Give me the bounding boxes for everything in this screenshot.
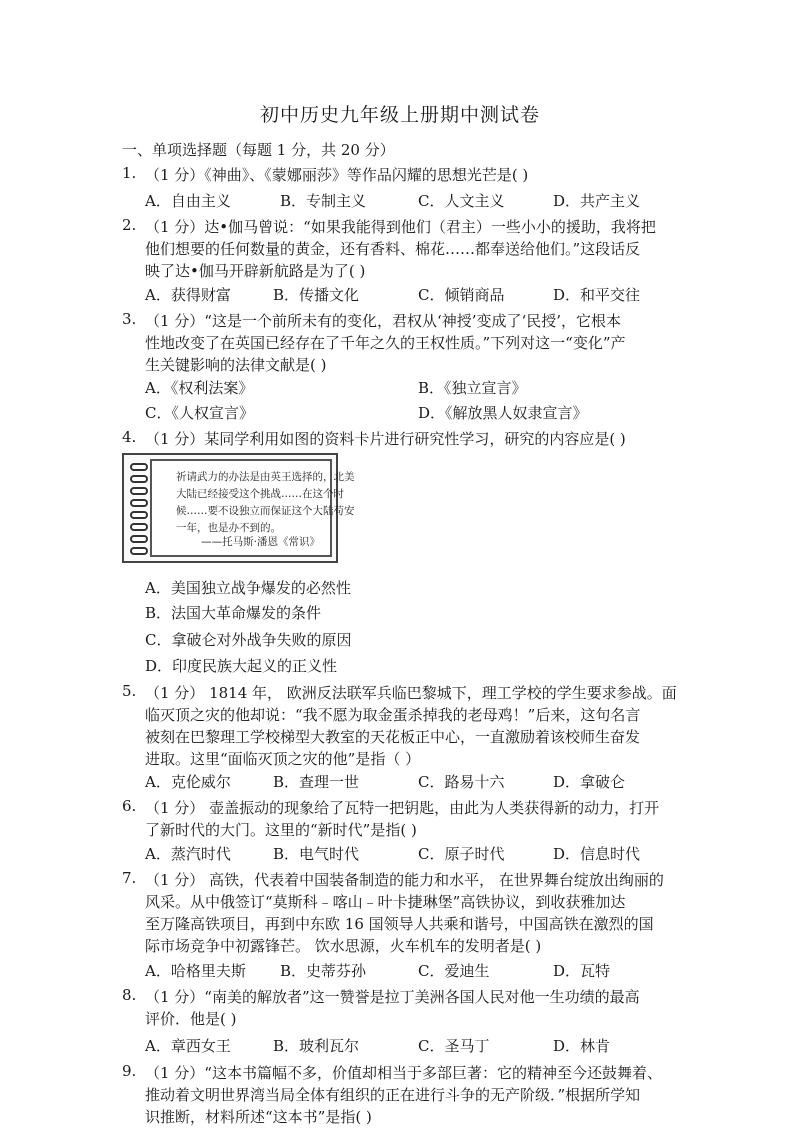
question-text: （1 分）某同学利用如图的资料卡片进行研究性学习，研究的内容应是( )	[145, 430, 626, 448]
question-text: 际市场竞争中初露锋芒。 饮水思源，火车机车的发明者是( )	[145, 937, 542, 955]
question-number: 5.	[122, 682, 137, 700]
option-b[interactable]: B．玻利瓦尔	[273, 1037, 360, 1055]
card-source: ——托马斯·潘恩《常识》	[201, 536, 320, 548]
option-d[interactable]: D．和平交往	[553, 286, 641, 304]
card-quote: 祈请武力的办法是由英王选择的，北美大陆已经接受这个挑战……在这个时候……要不设独立而保证这个大陆苟安一年，也是办不到的。	[176, 471, 355, 534]
question-text: 他们想要的任何数量的黄金，还有香料、棉花……都奉送给他们。”这段话反	[145, 240, 641, 258]
option-b[interactable]: B．查理一世	[273, 773, 360, 791]
question-text: 推动着文明世界湾当局全体有组织的正在进行斗争的无产阶级．”根据所学知	[145, 1086, 641, 1104]
option-b[interactable]: B．电气时代	[273, 845, 360, 863]
section-heading: 一、单项选择题（每题 1 分，共 20 分）	[122, 141, 395, 159]
question-number: 1.	[122, 164, 137, 182]
option-d[interactable]: D．林肯	[553, 1037, 611, 1055]
binder-ring	[130, 475, 148, 483]
question-text: （1 分）“南美的解放者”这一赞誉是拉丁美洲各国人民对他一生功绩的最高	[145, 988, 640, 1006]
question-text: 评价．他是( )	[145, 1010, 237, 1028]
option-c[interactable]: C．圣马丁	[418, 1037, 490, 1055]
question-text: 被刻在巴黎理工学校梯型大教室的天花板正中心，一直激励着该校师生奋发	[145, 728, 641, 746]
question-text: 进取。这里“面临灭顶之灾的他”是指（ ）	[145, 750, 421, 768]
card-paper	[150, 459, 355, 557]
question-number: 8.	[122, 986, 137, 1004]
option-a[interactable]: A．章西女王	[145, 1037, 231, 1055]
question-text: 性地改变了在英国已经存在了千年之久的王权性质。”下列对这一“变化”产	[145, 334, 626, 352]
question-number: 7.	[122, 869, 137, 887]
question-text: 临灭顶之灾的他却说：“我不愿为取金蛋杀掉我的老母鸡！”后来，这句名言	[145, 706, 641, 724]
question-text: 识推断，材料所述“这本书”是指( )	[145, 1108, 372, 1126]
option-a[interactable]: A．自由主义	[145, 192, 231, 210]
question-number: 6.	[122, 797, 137, 815]
question-text: 映了达•伽马开辟新航路是为了( )	[145, 262, 366, 280]
option-c[interactable]: C．拿破仑对外战争失败的原因	[145, 631, 352, 649]
question-text: （1 分） 壶盖振动的现象给了瓦特一把钥匙，由此为人类获得新的动力，打开	[145, 799, 660, 817]
option-b[interactable]: B．法国大革命爆发的条件	[145, 604, 322, 622]
binder-ring	[130, 535, 148, 543]
option-d[interactable]: D．印度民族大起义的正义性	[145, 657, 338, 675]
option-d[interactable]: D．《解放黑人奴隶宣言》	[418, 404, 588, 422]
option-a[interactable]: A．哈格里夫斯	[145, 962, 246, 980]
binder-ring	[130, 547, 148, 555]
question-number: 3.	[122, 310, 137, 328]
question-number: 2.	[122, 216, 137, 234]
question-number: 9.	[122, 1062, 137, 1080]
source-card	[122, 453, 355, 563]
exam-title: 初中历史九年级上册期中测试卷	[259, 104, 540, 126]
option-c[interactable]: C．原子时代	[418, 845, 505, 863]
binder-ring	[130, 463, 148, 471]
option-a[interactable]: A．蒸汽时代	[145, 845, 231, 863]
binder-ring	[130, 499, 148, 507]
option-b[interactable]: B．《独立宣言》	[418, 379, 527, 397]
option-c[interactable]: C．人文主义	[418, 192, 505, 210]
question-text: 风采。从中俄签订“莫斯科﹣喀山﹣叶卡捷琳堡”高铁协议，到收获雅加达	[145, 893, 626, 911]
question-text: （1 分）《神曲》、《蒙娜丽莎》等作品闪耀的思想光芒是( )	[145, 166, 529, 184]
option-a[interactable]: A．克伦威尔	[145, 773, 231, 791]
question-text: （1 分） 高铁，代表着中国装备制造的能力和水平， 在世界舞台绽放出绚丽的	[145, 871, 664, 889]
binder-ring	[130, 511, 148, 519]
option-d[interactable]: D．信息时代	[553, 845, 641, 863]
question-text: （1 分）“这本书篇幅不多，价值却相当于多部巨著：它的精神至今还鼓舞着、	[145, 1064, 662, 1082]
option-b[interactable]: B．专制主义	[280, 192, 367, 210]
option-c[interactable]: C．路易十六	[418, 773, 505, 791]
option-b[interactable]: B．史蒂芬孙	[280, 962, 367, 980]
option-b[interactable]: B．传播文化	[273, 286, 360, 304]
binder-ring	[130, 523, 148, 531]
question-text: （1 分） 1814 年， 欧洲反法联军兵临巴黎城下，理工学校的学生要求参战。面	[145, 684, 677, 702]
option-a[interactable]: A．获得财富	[145, 286, 231, 304]
option-d[interactable]: D．瓦特	[553, 962, 611, 980]
option-c[interactable]: C．爱迪生	[418, 962, 490, 980]
question-text: 生关键影响的法律文献是( )	[145, 356, 327, 374]
option-a[interactable]: A．美国独立战争爆发的必然性	[145, 579, 351, 597]
question-text: （1 分）达•伽马曾说：“如果我能得到他们（君主）一些小小的援助，我将把	[145, 218, 656, 236]
binder-ring	[130, 487, 148, 495]
option-d[interactable]: D．拿破仑	[553, 773, 626, 791]
question-number: 4.	[122, 428, 137, 446]
option-c[interactable]: C．《人权宣言》	[145, 404, 254, 422]
question-text: 至万隆高铁项目，再到中东欧 16 国领导人共乘和谐号，中国高铁在激烈的国	[145, 915, 654, 933]
question-text: （1 分）“这是一个前所未有的变化，君权从‘神授’变成了‘民授’，它根本	[145, 312, 622, 330]
question-text: 了新时代的大门。这里的“新时代”是指( )	[145, 821, 417, 839]
option-c[interactable]: C．倾销商品	[418, 286, 505, 304]
option-d[interactable]: D．共产主义	[553, 192, 641, 210]
option-a[interactable]: A．《权利法案》	[145, 379, 254, 397]
